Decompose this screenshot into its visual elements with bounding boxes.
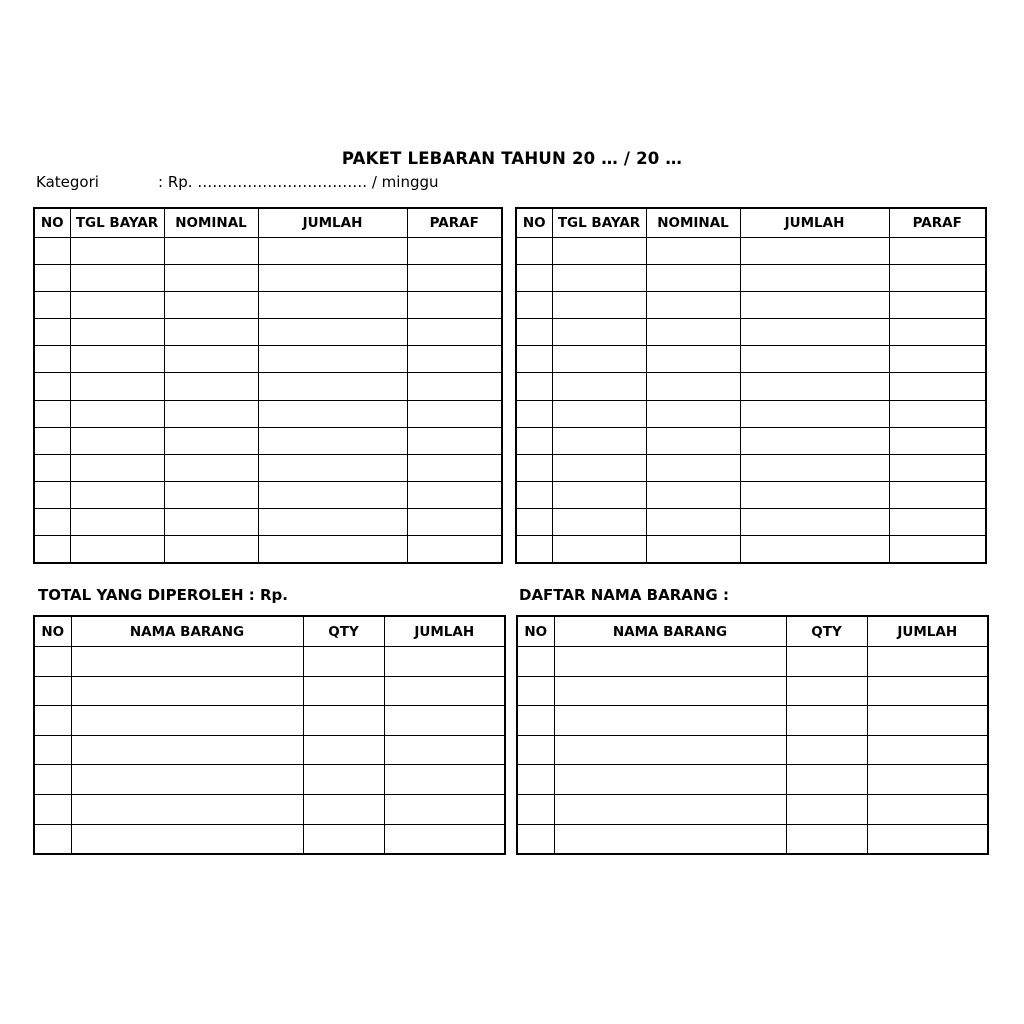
- table-row: [516, 508, 986, 535]
- blank-cell[interactable]: [407, 319, 502, 346]
- blank-cell[interactable]: [517, 706, 554, 736]
- table-row: [34, 794, 505, 824]
- blank-cell[interactable]: [552, 373, 646, 400]
- blank-cell[interactable]: [516, 427, 552, 454]
- blank-cell[interactable]: [384, 794, 505, 824]
- blank-cell[interactable]: [646, 238, 740, 265]
- table-row: [34, 319, 502, 346]
- blank-cell[interactable]: [384, 647, 505, 677]
- blank-cell[interactable]: [786, 706, 867, 736]
- header-jumlah: JUMLAH: [867, 616, 988, 647]
- blank-cell[interactable]: [70, 265, 164, 292]
- blank-cell[interactable]: [164, 481, 258, 508]
- form-title: PAKET LEBARAN TAHUN 20 … / 20 …: [341, 149, 683, 168]
- blank-cell[interactable]: [70, 319, 164, 346]
- blank-cell[interactable]: [889, 536, 986, 564]
- blank-cell[interactable]: [516, 265, 552, 292]
- blank-cell[interactable]: [407, 238, 502, 265]
- blank-cell[interactable]: [303, 794, 384, 824]
- header-qty: QTY: [303, 616, 384, 647]
- blank-cell[interactable]: [407, 454, 502, 481]
- item-table-header: [517, 616, 988, 647]
- blank-cell[interactable]: [34, 706, 71, 736]
- kategori-label: Kategori: [36, 173, 99, 191]
- blank-cell[interactable]: [34, 794, 71, 824]
- blank-cell[interactable]: [740, 319, 889, 346]
- blank-cell[interactable]: [164, 373, 258, 400]
- blank-cell[interactable]: [407, 508, 502, 535]
- blank-cell[interactable]: [71, 706, 303, 736]
- blank-cell[interactable]: [517, 735, 554, 765]
- blank-cell[interactable]: [867, 676, 988, 706]
- blank-cell[interactable]: [646, 319, 740, 346]
- blank-cell[interactable]: [164, 536, 258, 564]
- blank-cell[interactable]: [70, 238, 164, 265]
- blank-cell[interactable]: [303, 765, 384, 795]
- blank-cell[interactable]: [384, 676, 505, 706]
- blank-cell[interactable]: [258, 346, 407, 373]
- blank-cell[interactable]: [740, 427, 889, 454]
- table-row: [517, 647, 988, 677]
- blank-cell[interactable]: [517, 765, 554, 795]
- blank-cell[interactable]: [517, 824, 554, 854]
- blank-cell[interactable]: [552, 427, 646, 454]
- blank-cell[interactable]: [786, 765, 867, 795]
- blank-cell[interactable]: [71, 765, 303, 795]
- payment-table-header: [34, 208, 502, 238]
- table-row: [517, 706, 988, 736]
- blank-cell[interactable]: [164, 454, 258, 481]
- table-row: [34, 536, 502, 564]
- blank-cell[interactable]: [740, 346, 889, 373]
- blank-cell[interactable]: [407, 346, 502, 373]
- blank-cell[interactable]: [516, 346, 552, 373]
- blank-cell[interactable]: [516, 292, 552, 319]
- item-table-left: [33, 615, 506, 855]
- blank-cell[interactable]: [867, 706, 988, 736]
- header-qty: QTY: [786, 616, 867, 647]
- blank-cell[interactable]: [71, 647, 303, 677]
- blank-cell[interactable]: [740, 481, 889, 508]
- blank-cell[interactable]: [303, 676, 384, 706]
- table-row: [34, 373, 502, 400]
- blank-cell[interactable]: [552, 400, 646, 427]
- blank-cell[interactable]: [34, 676, 71, 706]
- blank-cell[interactable]: [786, 824, 867, 854]
- kategori-row: [36, 173, 439, 191]
- blank-cell[interactable]: [70, 400, 164, 427]
- blank-cell[interactable]: [164, 238, 258, 265]
- table-row: [34, 481, 502, 508]
- table-row: [517, 735, 988, 765]
- blank-cell[interactable]: [554, 676, 786, 706]
- blank-cell[interactable]: [70, 454, 164, 481]
- blank-cell[interactable]: [552, 346, 646, 373]
- blank-cell[interactable]: [70, 508, 164, 535]
- blank-cell[interactable]: [258, 454, 407, 481]
- blank-cell[interactable]: [552, 481, 646, 508]
- table-row: [34, 706, 505, 736]
- blank-cell[interactable]: [889, 508, 986, 535]
- blank-cell[interactable]: [164, 427, 258, 454]
- blank-cell[interactable]: [889, 373, 986, 400]
- blank-cell[interactable]: [70, 373, 164, 400]
- header-jumlah: JUMLAH: [258, 208, 407, 238]
- blank-cell[interactable]: [164, 508, 258, 535]
- blank-cell[interactable]: [384, 765, 505, 795]
- blank-cell[interactable]: [740, 400, 889, 427]
- blank-cell[interactable]: [516, 373, 552, 400]
- blank-cell[interactable]: [889, 454, 986, 481]
- header-nama-barang: NAMA BARANG: [71, 616, 303, 647]
- header-nominal: NOMINAL: [164, 208, 258, 238]
- table-row: [34, 265, 502, 292]
- table-row: [516, 536, 986, 564]
- item-table-body: [517, 647, 988, 855]
- blank-cell[interactable]: [517, 647, 554, 677]
- blank-cell[interactable]: [303, 706, 384, 736]
- blank-cell[interactable]: [258, 427, 407, 454]
- blank-cell[interactable]: [786, 794, 867, 824]
- table-row: [34, 765, 505, 795]
- table-row: [517, 824, 988, 854]
- blank-cell[interactable]: [867, 824, 988, 854]
- payment-table-body: [516, 238, 986, 564]
- blank-cell[interactable]: [258, 265, 407, 292]
- blank-cell[interactable]: [34, 292, 70, 319]
- table-row: [34, 647, 505, 677]
- blank-cell[interactable]: [889, 481, 986, 508]
- blank-cell[interactable]: [34, 536, 70, 564]
- blank-cell[interactable]: [258, 292, 407, 319]
- table-row: [516, 373, 986, 400]
- blank-cell[interactable]: [646, 481, 740, 508]
- blank-cell[interactable]: [303, 647, 384, 677]
- blank-cell[interactable]: [786, 676, 867, 706]
- table-row: [517, 794, 988, 824]
- blank-cell[interactable]: [71, 735, 303, 765]
- blank-cell[interactable]: [646, 454, 740, 481]
- header-jumlah: JUMLAH: [740, 208, 889, 238]
- blank-cell[interactable]: [258, 508, 407, 535]
- blank-cell[interactable]: [258, 481, 407, 508]
- blank-cell[interactable]: [554, 794, 786, 824]
- blank-cell[interactable]: [786, 647, 867, 677]
- blank-cell[interactable]: [70, 346, 164, 373]
- blank-cell[interactable]: [740, 292, 889, 319]
- header-tgl-bayar: TGL BAYAR: [70, 208, 164, 238]
- blank-cell[interactable]: [889, 238, 986, 265]
- blank-cell[interactable]: [889, 400, 986, 427]
- table-row: [516, 238, 986, 265]
- item-table-header: [34, 616, 505, 647]
- blank-cell[interactable]: [867, 794, 988, 824]
- blank-cell[interactable]: [740, 454, 889, 481]
- header-no: NO: [34, 616, 71, 647]
- blank-cell[interactable]: [34, 346, 70, 373]
- table-row: [34, 427, 502, 454]
- blank-cell[interactable]: [34, 400, 70, 427]
- blank-cell[interactable]: [34, 319, 70, 346]
- blank-cell[interactable]: [646, 427, 740, 454]
- blank-cell[interactable]: [646, 292, 740, 319]
- blank-cell[interactable]: [34, 824, 71, 854]
- blank-cell[interactable]: [646, 508, 740, 535]
- blank-cell[interactable]: [554, 735, 786, 765]
- payment-table-header: [516, 208, 986, 238]
- payment-table-right: [515, 207, 987, 564]
- blank-cell[interactable]: [646, 536, 740, 564]
- blank-cell[interactable]: [34, 454, 70, 481]
- table-row: [517, 676, 988, 706]
- table-row: [516, 292, 986, 319]
- blank-cell[interactable]: [554, 824, 786, 854]
- blank-cell[interactable]: [516, 400, 552, 427]
- blank-cell[interactable]: [554, 647, 786, 677]
- blank-cell[interactable]: [258, 373, 407, 400]
- blank-cell[interactable]: [740, 238, 889, 265]
- blank-cell[interactable]: [34, 427, 70, 454]
- table-row: [34, 400, 502, 427]
- blank-cell[interactable]: [740, 373, 889, 400]
- blank-cell[interactable]: [517, 676, 554, 706]
- header-tgl-bayar: TGL BAYAR: [552, 208, 646, 238]
- header-no: NO: [34, 208, 70, 238]
- blank-cell[interactable]: [552, 238, 646, 265]
- table-row: [516, 400, 986, 427]
- blank-cell[interactable]: [164, 265, 258, 292]
- blank-cell[interactable]: [34, 265, 70, 292]
- blank-cell[interactable]: [552, 454, 646, 481]
- blank-cell[interactable]: [740, 508, 889, 535]
- blank-cell[interactable]: [70, 427, 164, 454]
- table-row: [34, 454, 502, 481]
- blank-cell[interactable]: [889, 346, 986, 373]
- blank-cell[interactable]: [384, 706, 505, 736]
- blank-cell[interactable]: [786, 735, 867, 765]
- blank-cell[interactable]: [552, 508, 646, 535]
- blank-cell[interactable]: [258, 400, 407, 427]
- payment-table-body: [34, 238, 502, 564]
- blank-cell[interactable]: [516, 238, 552, 265]
- blank-cell[interactable]: [407, 481, 502, 508]
- blank-cell[interactable]: [34, 735, 71, 765]
- blank-cell[interactable]: [516, 508, 552, 535]
- table-row: [34, 508, 502, 535]
- table-row: [516, 454, 986, 481]
- blank-cell[interactable]: [71, 794, 303, 824]
- blank-cell[interactable]: [34, 765, 71, 795]
- blank-cell[interactable]: [646, 373, 740, 400]
- table-row: [516, 346, 986, 373]
- header-paraf: PARAF: [889, 208, 986, 238]
- blank-cell[interactable]: [646, 346, 740, 373]
- blank-cell[interactable]: [164, 292, 258, 319]
- blank-cell[interactable]: [407, 427, 502, 454]
- table-row: [516, 481, 986, 508]
- blank-cell[interactable]: [867, 647, 988, 677]
- blank-cell[interactable]: [516, 319, 552, 346]
- blank-cell[interactable]: [889, 292, 986, 319]
- blank-cell[interactable]: [554, 765, 786, 795]
- header-nama-barang: NAMA BARANG: [554, 616, 786, 647]
- blank-cell[interactable]: [740, 536, 889, 564]
- payment-table-left: [33, 207, 503, 564]
- blank-cell[interactable]: [407, 373, 502, 400]
- item-table-body: [34, 647, 505, 855]
- blank-cell[interactable]: [889, 427, 986, 454]
- blank-cell[interactable]: [70, 481, 164, 508]
- blank-cell[interactable]: [407, 265, 502, 292]
- table-row: [34, 735, 505, 765]
- blank-cell[interactable]: [407, 536, 502, 564]
- blank-cell[interactable]: [34, 481, 70, 508]
- blank-cell[interactable]: [384, 824, 505, 854]
- blank-cell[interactable]: [303, 735, 384, 765]
- blank-cell[interactable]: [889, 265, 986, 292]
- header-paraf: PARAF: [407, 208, 502, 238]
- blank-cell[interactable]: [740, 265, 889, 292]
- blank-cell[interactable]: [646, 265, 740, 292]
- table-row: [516, 265, 986, 292]
- blank-cell[interactable]: [889, 319, 986, 346]
- blank-cell[interactable]: [70, 292, 164, 319]
- blank-cell[interactable]: [34, 373, 70, 400]
- blank-cell[interactable]: [867, 765, 988, 795]
- blank-cell[interactable]: [517, 794, 554, 824]
- kategori-value: : Rp. ……………………………. / minggu: [158, 173, 439, 191]
- blank-cell[interactable]: [407, 292, 502, 319]
- blank-cell[interactable]: [34, 238, 70, 265]
- blank-cell[interactable]: [258, 238, 407, 265]
- table-row: [34, 292, 502, 319]
- table-row: [34, 238, 502, 265]
- blank-cell[interactable]: [516, 481, 552, 508]
- table-row: [34, 346, 502, 373]
- blank-cell[interactable]: [71, 824, 303, 854]
- blank-cell[interactable]: [34, 508, 70, 535]
- header-no: NO: [517, 616, 554, 647]
- blank-cell[interactable]: [552, 319, 646, 346]
- blank-cell[interactable]: [164, 346, 258, 373]
- blank-cell[interactable]: [554, 706, 786, 736]
- table-row: [517, 765, 988, 795]
- total-label: TOTAL YANG DIPEROLEH : Rp.: [38, 586, 288, 604]
- blank-cell[interactable]: [552, 265, 646, 292]
- blank-cell[interactable]: [258, 536, 407, 564]
- blank-cell[interactable]: [70, 536, 164, 564]
- table-row: [516, 427, 986, 454]
- blank-cell[interactable]: [258, 319, 407, 346]
- blank-cell[interactable]: [867, 735, 988, 765]
- table-row: [516, 319, 986, 346]
- blank-cell[interactable]: [407, 400, 502, 427]
- blank-cell[interactable]: [303, 824, 384, 854]
- blank-cell[interactable]: [552, 536, 646, 564]
- blank-cell[interactable]: [552, 292, 646, 319]
- blank-cell[interactable]: [164, 400, 258, 427]
- table-row: [34, 824, 505, 854]
- header-nominal: NOMINAL: [646, 208, 740, 238]
- table-row: [34, 676, 505, 706]
- blank-cell[interactable]: [34, 647, 71, 677]
- blank-cell[interactable]: [71, 676, 303, 706]
- blank-cell[interactable]: [384, 735, 505, 765]
- blank-cell[interactable]: [164, 319, 258, 346]
- header-no: NO: [516, 208, 552, 238]
- blank-cell[interactable]: [516, 536, 552, 564]
- daftar-nama-barang-label: DAFTAR NAMA BARANG :: [519, 586, 729, 604]
- blank-cell[interactable]: [646, 400, 740, 427]
- blank-cell[interactable]: [516, 454, 552, 481]
- header-jumlah: JUMLAH: [384, 616, 505, 647]
- item-table-right: [516, 615, 989, 855]
